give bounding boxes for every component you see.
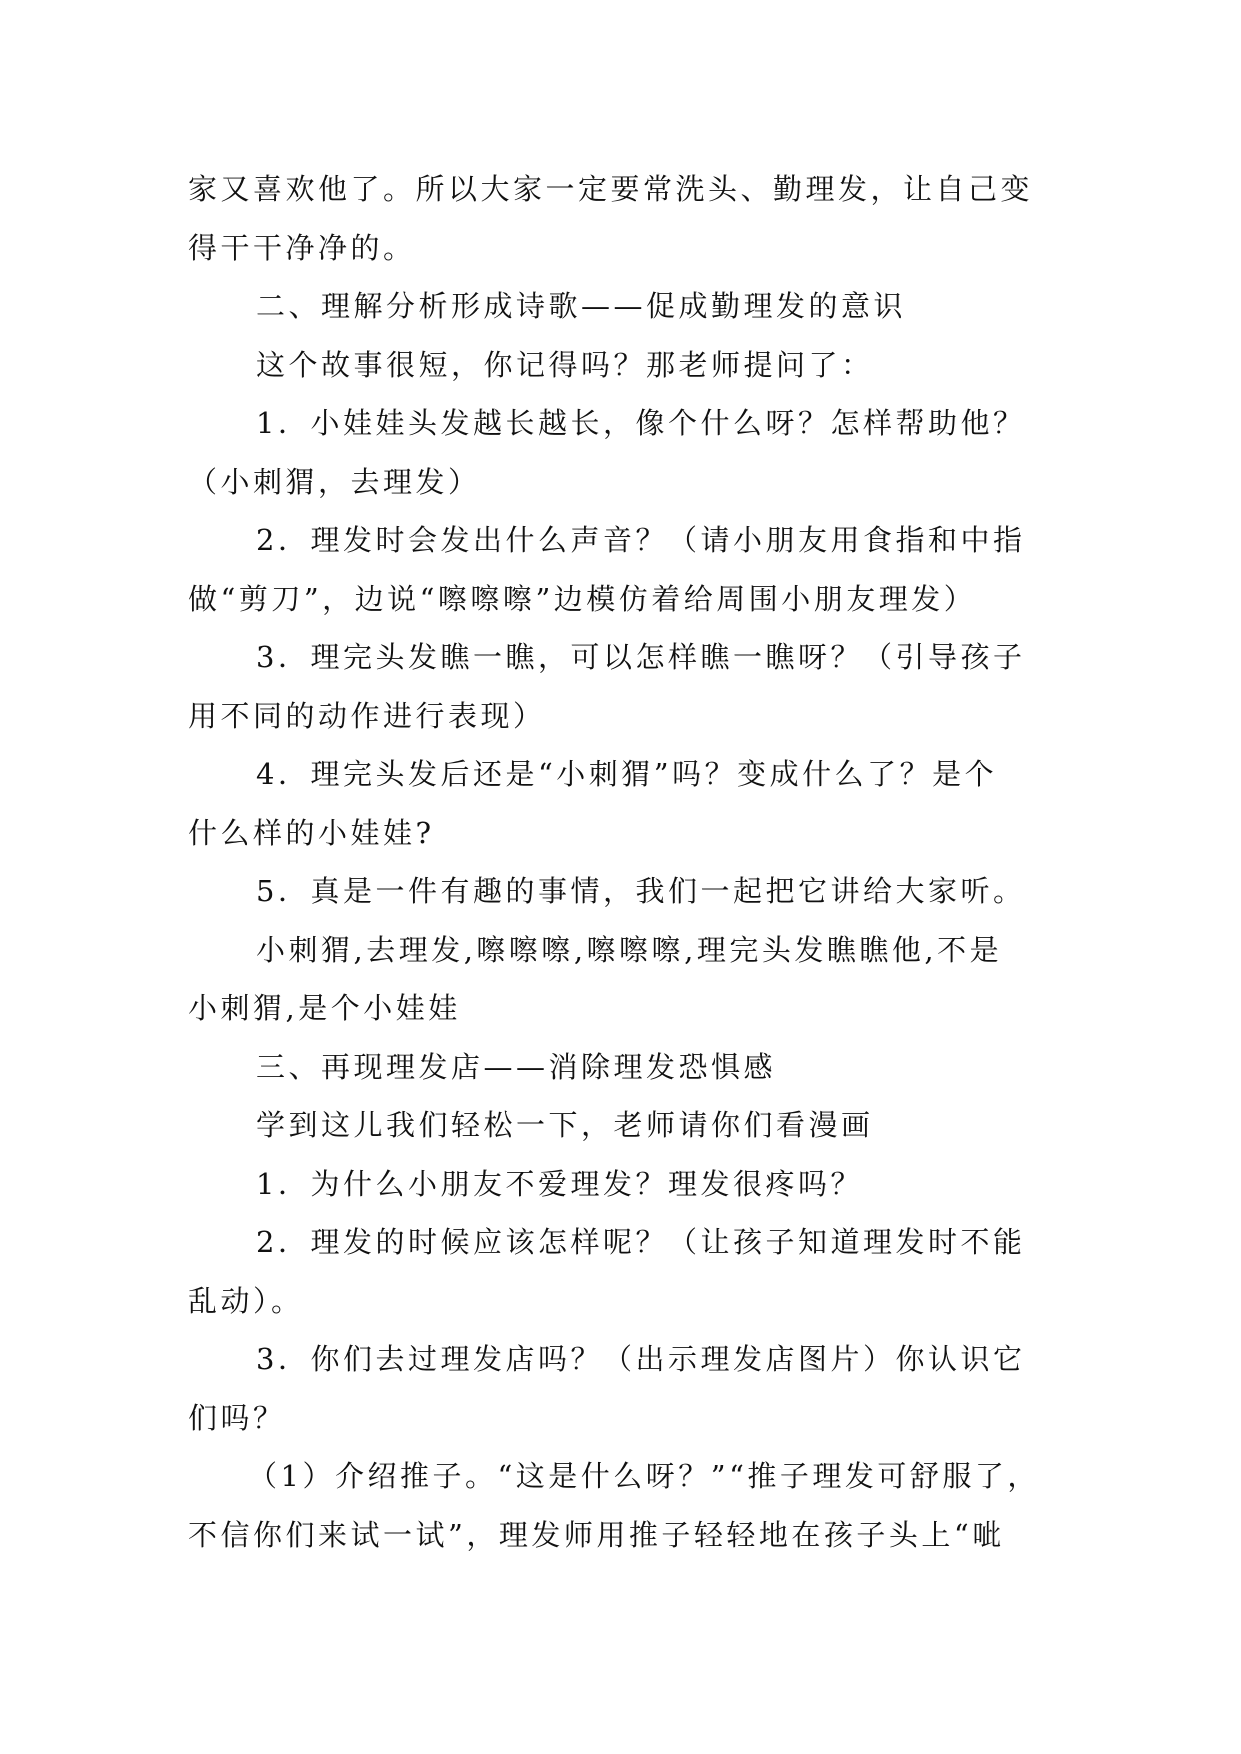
text-line: 得干干净净的。 [188,230,416,265]
question-4: 4．理完头发后还是“小刺猬”吗？变成什么了？是个 [256,757,998,791]
text-line: 做“剪刀”，边说“嚓嚓嚓”边模仿着给周围小朋友理发） [188,581,977,616]
text-line: 用不同的动作进行表现） [188,698,546,733]
question-1: 1．为什么小朋友不爱理发？理发很疼吗？ [256,1166,863,1201]
poem-line: 小刺猬,是个小娃娃 [188,991,461,1025]
text-line: （小刺猬，去理发） [188,464,481,499]
text-line: 家又喜欢他了。所以大家一定要常洗头、勤理发，让自己变 [188,172,1034,206]
text-line: 学到这儿我们轻松一下，老师请你们看漫画 [256,1108,874,1142]
question-5: 5．真是一件有趣的事情，我们一起把它讲给大家听。 [256,874,1026,908]
document-body [188,160,1058,1564]
text-line: 什么样的小娃娃? [188,815,435,850]
text-line: 乱动）。 [188,1283,304,1318]
question-2: 2．理发时会发出什么声音？（请小朋友用食指和中指 [256,523,1026,557]
question-3: 3．你们去过理发店吗？（出示理发店图片）你认识它 [256,1342,1026,1376]
question-1: 1．小娃娃头发越长越长，像个什么呀？怎样帮助他？ [256,406,1026,440]
sub-item-1: （1）介绍推子。“这是什么呀？”“推子理发可舒服了， [248,1459,1040,1493]
text-line: 这个故事很短，你记得吗？那老师提问了： [256,347,874,382]
section-heading-3: 三、再现理发店——消除理发恐惧感 [256,1049,777,1084]
text-line: 们吗？ [188,1400,286,1435]
poem-line: 小刺猬,去理发,嚓嚓嚓,嚓嚓嚓,理完头发瞧瞧他,不是 [256,932,1003,967]
question-2: 2．理发的时候应该怎样呢？（让孩子知道理发时不能 [256,1225,1026,1259]
question-3: 3．理完头发瞧一瞧，可以怎样瞧一瞧呀？（引导孩子 [256,640,1026,674]
section-heading-2: 二、理解分析形成诗歌——促成勤理发的意识 [256,289,907,323]
text-line: 不信你们来试一试”，理发师用推子轻轻地在孩子头上“呲 [188,1517,1005,1552]
